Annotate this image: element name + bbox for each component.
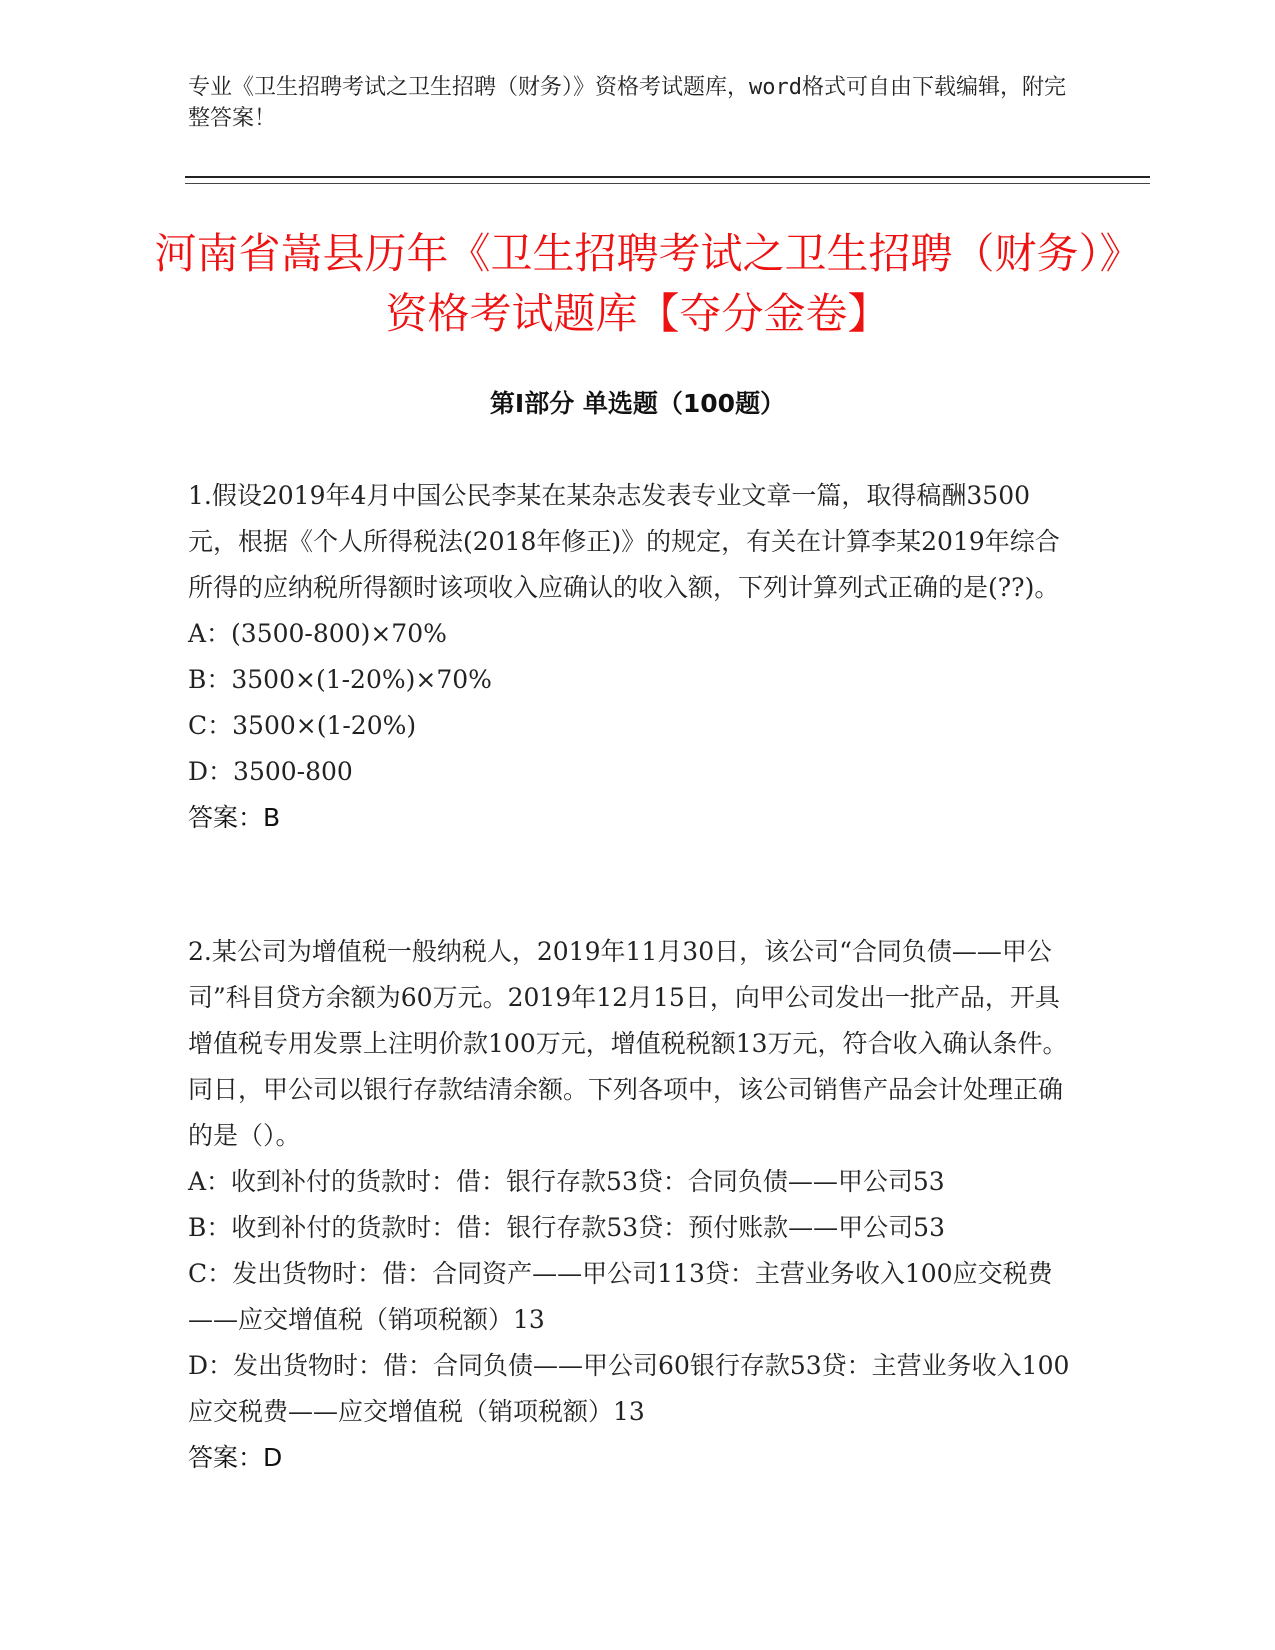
question-1	[188, 473, 1078, 841]
document-title: 河南省嵩县历年《卫生招聘考试之卫生招聘（财务）》资格考试题库【夺分金卷】	[154, 229, 1121, 338]
option-d: D：发出货物时：借：合同负债——甲公司60银行存款53贷：主营业务收入100应交税费——应交增值税（销项税额）13	[188, 1351, 1070, 1426]
section-title: 第Ⅰ部分 单选题（100题）	[489, 389, 786, 418]
answer-label: 答案：D	[188, 1443, 283, 1472]
answer-label: 答案：B	[188, 803, 281, 832]
option-b: B：收到补付的货款时：借：银行存款53贷：预付账款——甲公司53	[188, 1213, 945, 1242]
option-a: A：(3500-800)×70%	[188, 619, 447, 648]
header-divider-thick	[185, 176, 1150, 178]
header-divider-thin	[185, 183, 1150, 184]
option-a: A：收到补付的货款时：借：银行存款53贷：合同负债——甲公司53	[188, 1167, 945, 1196]
question-2	[188, 929, 1078, 1481]
option-c: C：发出货物时：借：合同资产——甲公司113贷：主营业务收入100应交税费——应交增值税（销项税额）13	[188, 1259, 1053, 1334]
question-stem: 2.某公司为增值税一般纳税人，2019年11月30日，该公司“合同负债——甲公司”科目贷方余额为60万元。2019年12月15日，向甲公司发出一批产品，开具增值税专用发票上注明价款100万元，增值税税额13万元，符合收入确认条件。同日，甲公司以银行存款结清余额。下列各项中，该公司销售产品会计处理正确的是（）。	[188, 937, 1068, 1150]
option-d: D：3500-800	[188, 757, 353, 786]
option-c: C：3500×(1-20%)	[188, 711, 417, 740]
question-stem: 1.假设2019年4月中国公民李某在某杂志发表专业文章一篇，取得稿酬3500元，根据《个人所得税法(2018年修正)》的规定，有关在计算李某2019年综合所得的应纳税所得额时该项收入应确认的收入额，下列计算列式正确的是(??)。	[188, 481, 1060, 602]
header-note: 专业《卫生招聘考试之卫生招聘（财务）》资格考试题库，word格式可自由下载编辑，附完整答案！	[188, 75, 1066, 131]
option-b: B：3500×(1-20%)×70%	[188, 665, 492, 694]
